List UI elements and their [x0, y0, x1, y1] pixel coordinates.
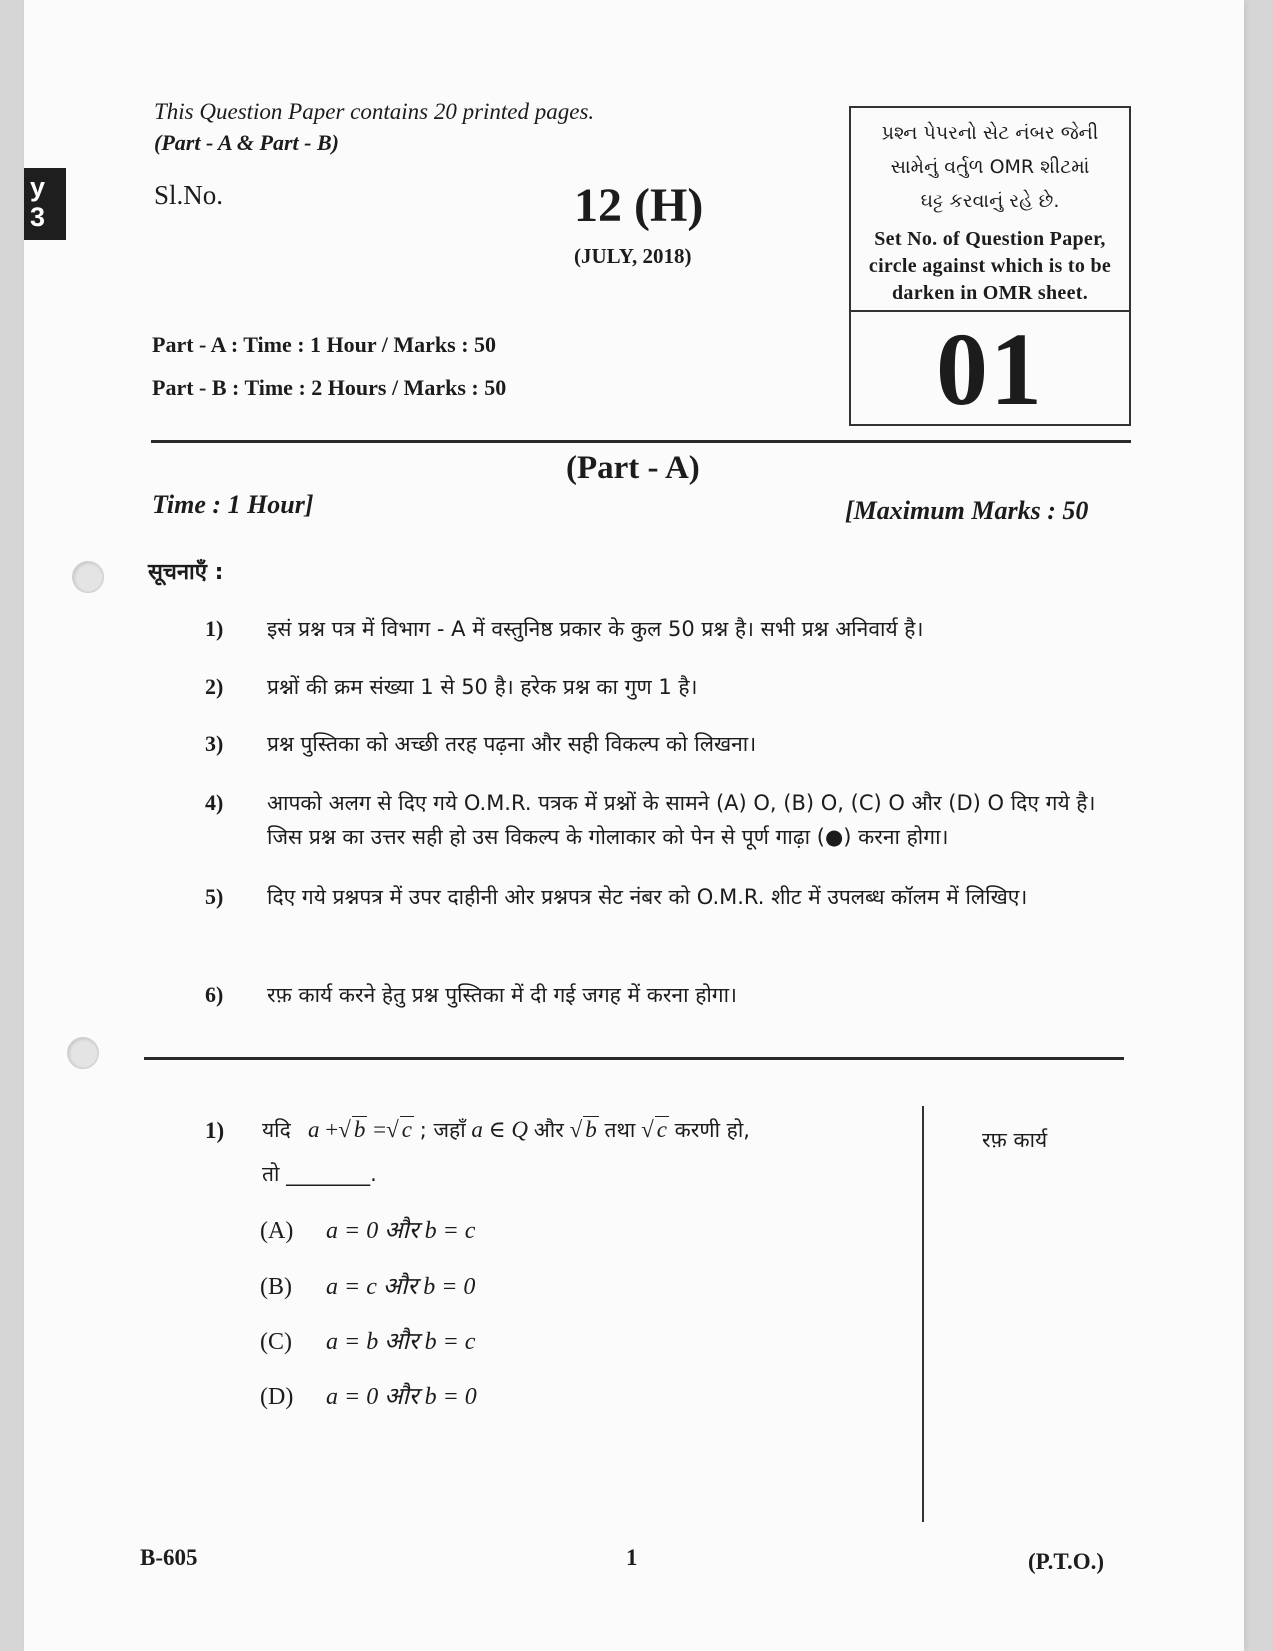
english-line-1: Set No. of Question Paper,: [874, 228, 1106, 250]
side-tab-line-1: y: [30, 172, 46, 202]
instruction-text: आपको अलग से दिए गये O.M.R. पत्रक में प्रश्नों के सामने (A) O, (B) O, (C) O और (D) O दिए गये है। जिस प्रश्न का उत्तर सही हो उस विकल्प के गोलाकार को पेन से पूर्ण गाढ़ा (●) करना होगा।: [267, 791, 1096, 849]
part-a-time: Time : 1 Hour]: [152, 490, 314, 519]
instruction-number: 1): [205, 616, 224, 641]
q1-sqrt-c: c: [656, 1117, 667, 1142]
rough-work-divider: [922, 1106, 924, 1522]
rough-work-label: रफ़ कार्य: [982, 1128, 1048, 1152]
option-text: a = c और b = 0: [326, 1274, 476, 1300]
option-text: a = b और b = c: [326, 1329, 476, 1355]
punch-hole-bottom: [67, 1037, 99, 1069]
paper-session: (JULY, 2018): [574, 244, 692, 268]
q1-eq-c: c: [401, 1117, 412, 1142]
option-label: (B): [260, 1274, 292, 1300]
q1-mid: ; जहाँ: [419, 1118, 466, 1142]
instruction-text: रफ़ कार्य करने हेतु प्रश्न पुस्तिका में दी गई जगह में करना होगा।: [267, 983, 738, 1007]
instruction-text: प्रश्नों की क्रम संख्या 1 से 50 है। हरेक प्रश्न का गुण 1 है।: [267, 675, 698, 699]
q1-cond: a ∈ Q: [471, 1117, 529, 1142]
gujarati-line-1: પ્રશ્ન પેપરનો સેટ નંબર જેની: [881, 122, 1099, 144]
q1-tatha: तथा: [604, 1118, 636, 1142]
instruction-text: प्रश्न पुस्तिका को अच्छी तरह पढ़ना और सही विकल्प को लिखना।: [267, 732, 757, 756]
side-tab-marker: [24, 168, 66, 240]
page-number: 1: [626, 1545, 638, 1570]
instruction-number: 3): [205, 731, 224, 756]
option-text: a = 0 और b = c: [326, 1218, 476, 1244]
pto-label: (P.T.O.): [1028, 1549, 1105, 1574]
set-number-box: [849, 106, 1131, 426]
english-line-3: darken in OMR sheet.: [892, 282, 1088, 304]
q1-eq-a: a: [308, 1117, 320, 1142]
instruction-number: 5): [205, 884, 224, 909]
set-box-gujarati: [851, 116, 1129, 218]
set-number: 01: [936, 312, 1044, 427]
footer-code: B-605: [140, 1545, 198, 1570]
gujarati-line-3: ઘટ્ટ કરવાનું રહે છે.: [920, 190, 1060, 212]
instruction-text: दिए गये प्रश्नपत्र में उपर दाहीनी ओर प्रश्नपत्र सेट नंबर को O.M.R. शीट में उपलब्ध कॉलम में लिखिए।: [267, 885, 1028, 909]
part-a-max-marks: [Maximum Marks : 50: [845, 496, 1089, 525]
q1-eq-b: b: [353, 1117, 366, 1142]
english-line-2: circle against which is to be: [868, 255, 1112, 277]
option-label: (C): [260, 1329, 292, 1355]
side-tab-line-2: 3: [30, 202, 46, 232]
instructions-heading: सूचनाएँ :: [148, 560, 224, 585]
punch-hole-top: [72, 561, 104, 593]
q1-and: और: [533, 1118, 564, 1142]
set-box-english: [851, 226, 1129, 307]
instruction-text: इसं प्रश्न पत्र में विभाग - A में वस्तुनिष्ठ प्रकार के कुल 50 प्रश्न है। सभी प्रश्न अनिवार्य है।: [267, 617, 924, 641]
instructions-rule: [144, 1057, 1124, 1060]
serial-number-label: Sl.No.: [154, 180, 224, 210]
option-b: [260, 1269, 475, 1302]
timing-part-a: Part - A : Time : 1 Hour / Marks : 50: [152, 332, 497, 357]
pages-line: This Question Paper contains 20 printed pages.: [154, 99, 595, 124]
gujarati-line-2: સામેનું વર્તુળ OMR શીટમાં: [890, 156, 1090, 178]
option-text: a = 0 और b = 0: [326, 1384, 477, 1410]
instruction-number: 2): [205, 674, 224, 699]
question-1-text: यदि a +√ b =√ c ; जहाँ a ∈ Q और √ b तथा √ c करणी हो,: [262, 1117, 750, 1142]
header-rule: [151, 440, 1131, 443]
parts-line: (Part - A & Part - B): [154, 130, 339, 155]
q1-prefix: यदि: [262, 1118, 291, 1142]
instruction-number: 4): [205, 790, 224, 815]
q1-sqrt-b: b: [585, 1117, 597, 1142]
option-a: [260, 1213, 475, 1246]
question-1-number: 1): [205, 1118, 225, 1143]
option-label: (A): [260, 1218, 294, 1244]
part-a-title: (Part - A): [566, 450, 700, 486]
timing-part-b: Part - B : Time : 2 Hours / Marks : 50: [152, 375, 507, 400]
question-1-line-2: तो ________.: [262, 1162, 377, 1186]
instruction-number: 6): [205, 982, 224, 1007]
option-d: [260, 1379, 477, 1412]
option-label: (D): [260, 1384, 294, 1410]
option-c: [260, 1324, 475, 1357]
q1-suffix: करणी हो,: [674, 1118, 750, 1142]
paper-code: 12 (H): [574, 179, 704, 232]
